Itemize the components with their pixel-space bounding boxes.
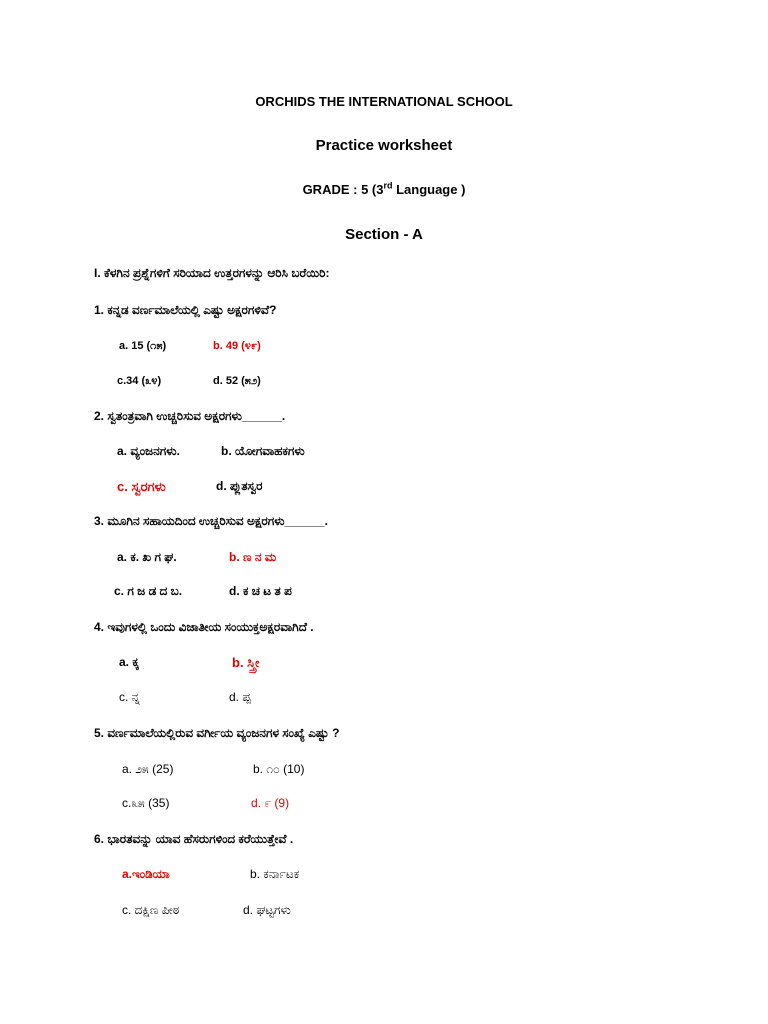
- question-3: 3. ಮೂಗಿನ ಸಹಾಯದಿಂದ ಉಚ್ಚರಿಸುವ ಅಕ್ಷರಗಳು______.: [94, 514, 328, 528]
- grade-prefix: GRADE : 5 (3: [302, 182, 384, 197]
- q6-option-d: d. ಘಟ್ಟಗಳು: [243, 903, 291, 917]
- instruction-text: I. ಕೆಳಗಿನ ಪ್ರಶ್ನೆಗಳಿಗೆ ಸರಿಯಾದ ಉತ್ತರಗಳನ್ನು ಆರಿಸಿ ಬರೆಯಿರಿ:: [94, 266, 330, 280]
- grade-line: [0, 182, 768, 197]
- q3-option-b-answer: b. ಣ ನ ಮ: [229, 550, 277, 564]
- q5-option-d-answer: d. ೯ (9): [251, 796, 290, 810]
- q6-option-b: b. ಕರ್ನಾಟಕ: [250, 867, 300, 881]
- question-5: 5. ವರ್ಣಮಾಲೆಯಲ್ಲಿರುವ ವರ್ಗೀಯ ವ್ಯಂಜನಗಳ ಸಂಖ್ಯೆ ಎಷ್ಟು ?: [94, 726, 340, 740]
- q2-option-a: a. ವ್ಯಂಜನಗಳು.: [117, 444, 180, 458]
- question-4: 4. ಇವುಗಳಲ್ಲಿ ಒಂದು ವಿಜಾತೀಯ ಸಂಯುಕ್ತಅಕ್ಷರವಾಗಿದೆ .: [94, 620, 314, 634]
- q3-option-c: c. ಗ ಜ ಡ ದ ಬ.: [114, 584, 183, 598]
- q4-option-a: a. ಕ್ಕ: [119, 655, 139, 669]
- q3-option-a: a. ಕ. ಖ ಗ ಘ.: [117, 550, 177, 564]
- q5-option-a: a. ೨೫ (25): [122, 762, 174, 776]
- q6-option-a-answer: a.ಇಂಡಿಯಾ: [122, 867, 170, 881]
- school-name: ORCHIDS THE INTERNATIONAL SCHOOL: [255, 94, 513, 109]
- q1-option-b-answer: b. 49 (೪೯): [213, 340, 261, 352]
- question-6: 6. ಭಾರತವನ್ನು ಯಾವ ಹೆಸರುಗಳಿಂದ ಕರೆಯುತ್ತೇವೆ .: [94, 832, 294, 846]
- q1-option-d: d. 52 (೫೨): [213, 375, 261, 387]
- q2-option-c-answer: c. ಸ್ವರಗಳು: [117, 479, 166, 494]
- q6-option-c: c. ದಕ್ಷಿಣ ಪೀಠ: [122, 903, 180, 917]
- q5-option-c: c.೩೫ (35): [122, 796, 170, 810]
- q1-option-a: a. 15 (೧೫): [119, 340, 167, 352]
- q4-option-b-answer: b. ಸ್ತ್ರೀ: [232, 655, 260, 670]
- q5-option-b: b. ೧೦ (10): [253, 762, 305, 776]
- question-2: 2. ಸ್ವತಂತ್ರವಾಗಿ ಉಚ್ಚರಿಸುವ ಅಕ್ಷರಗಳು______.: [94, 409, 286, 423]
- worksheet-title: Practice worksheet: [315, 137, 453, 154]
- grade-suffix: Language ): [392, 182, 466, 197]
- q1-option-c: c.34 (೩೪): [117, 375, 162, 387]
- q2-option-b: b. ಯೋಗವಾಹಕಗಳು: [221, 444, 305, 458]
- q4-option-c: c. ನ್ನ: [119, 690, 140, 704]
- section-title: Section - A: [345, 226, 423, 243]
- q4-option-d: d. ಪ್ಪ: [229, 690, 251, 704]
- question-1: 1. ಕನ್ನಡ ವರ್ಣಮಾಲೆಯಲ್ಲಿ ಎಷ್ಟು ಅಕ್ಷರಗಳಿವೆ?: [94, 303, 277, 317]
- grade-superscript: rd: [383, 180, 393, 191]
- q2-option-d: d. ಪ್ಲುತಸ್ವರ: [216, 479, 263, 493]
- q3-option-d: d. ಕ ಚ ಟ ತ ಪ: [229, 584, 292, 598]
